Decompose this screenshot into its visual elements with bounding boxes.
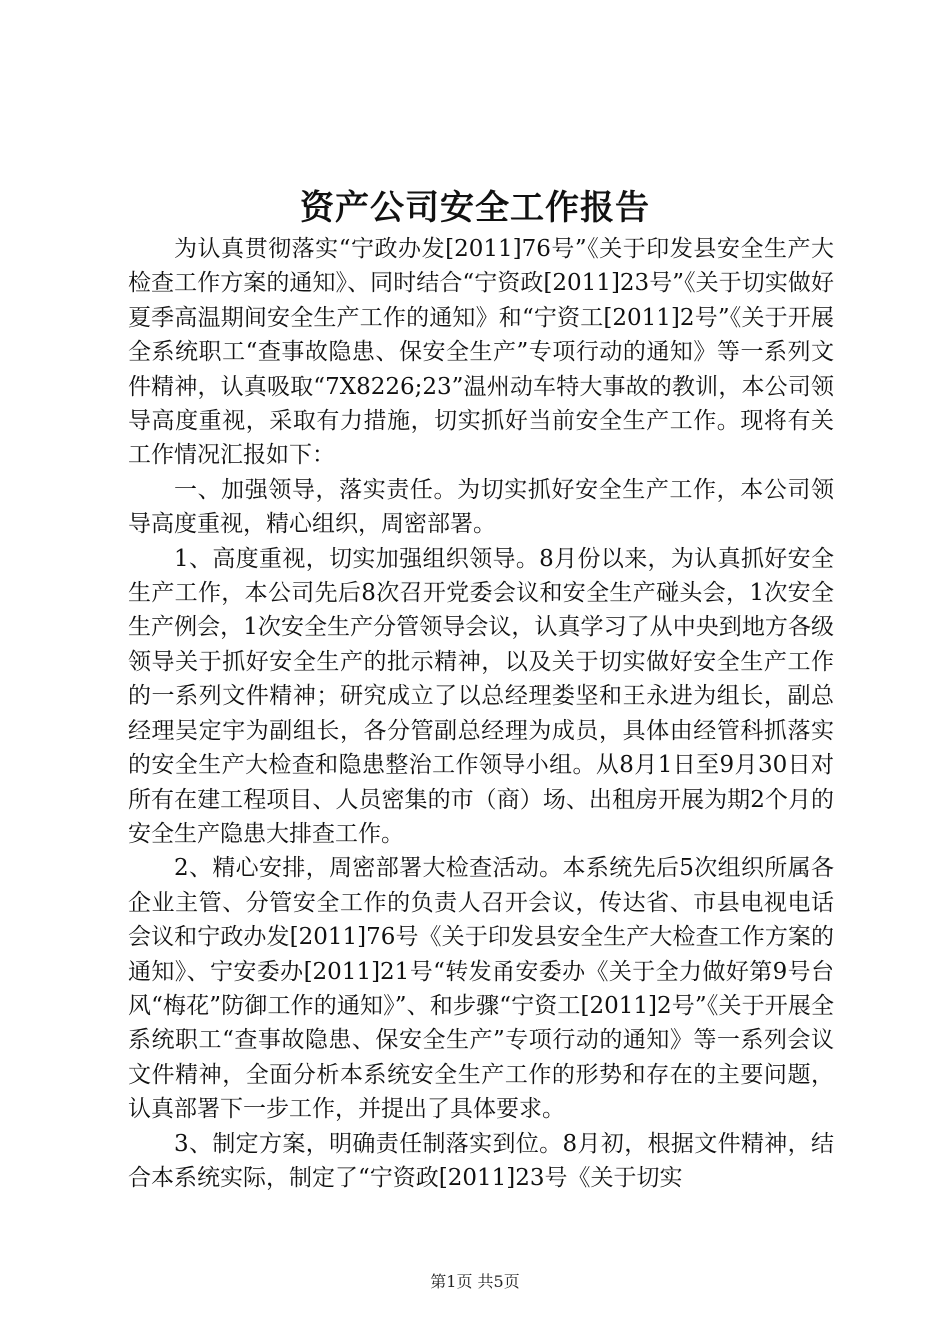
item-2-paragraph: 2、精心安排，周密部署大检查活动。本系统先后5次组织所属各企业主管、分管安全工作的负责人召开会议，传达省、市县电视电话会议和宁政办发[2011]76号《关于印发县安全生产大检查工作方案的通知》、宁安委办[2011]21号“转发甬安委办《关于全力做好第9号台风“梅花”防御工作的通知》”、和步骤“宁资工[2011]2号”《关于开展全系统职工“查事故隐患、保安全生产”专项行动的通知》等一系列会议文件精神，全面分析本系统安全生产工作的形势和存在的主要问题，认真部署下一步工作，并提出了具体要求。 <box>128 855 834 1123</box>
section-1-paragraph: 一、加强领导，落实责任。为切实抓好安全生产工作，本公司领导高度重视，精心组织，周密部署。 <box>128 476 834 538</box>
page-title: 资产公司安全工作报告 <box>300 188 650 228</box>
document-body <box>128 232 834 1195</box>
item-1-paragraph: 1、高度重视，切实加强组织领导。8月份以来，为认真抓好安全生产工作，本公司先后8次召开党委会议和安全生产碰头会，1次安全生产例会，1次安全生产分管领导会议，认真学习了从中央到地方各级领导关于抓好安全生产的批示精神，以及关于切实做好安全生产工作的一系列文件精神；研究成立了以总经理娄坚和王永进为组长，副总经理吴定宇为副组长，各分管副总经理为成员，具体由经管科抓落实的安全生产大检查和隐患整治工作领导小组。从8月1日至9月30日对所有在建工程项目、人员密集的市（商）场、出租房开展为期2个月的安全生产隐患大排查工作。 <box>128 545 834 847</box>
item-3-paragraph: 3、制定方案，明确责任制落实到位。8月初，根据文件精神，结合本系统实际，制定了“宁资政[2011]23号《关于切实 <box>128 1130 834 1191</box>
intro-paragraph: 为认真贯彻落实“宁政办发[2011]76号”《关于印发县安全生产大检查工作方案的通知》、同时结合“宁资政[2011]23号”《关于切实做好夏季高温期间安全生产工作的通知》和“宁资工[2011]2号”《关于开展全系统职工“查事故隐患、保安全生产”专项行动的通知》等一系列文件精神，认真吸取“7X8226;23”温州动车特大事故的教训，本公司领导高度重视，采取有力措施，切实抓好当前安全生产工作。现将有关工作情况汇报如下： <box>128 236 834 469</box>
page-footer: 第1页 共5页 <box>430 1272 520 1291</box>
